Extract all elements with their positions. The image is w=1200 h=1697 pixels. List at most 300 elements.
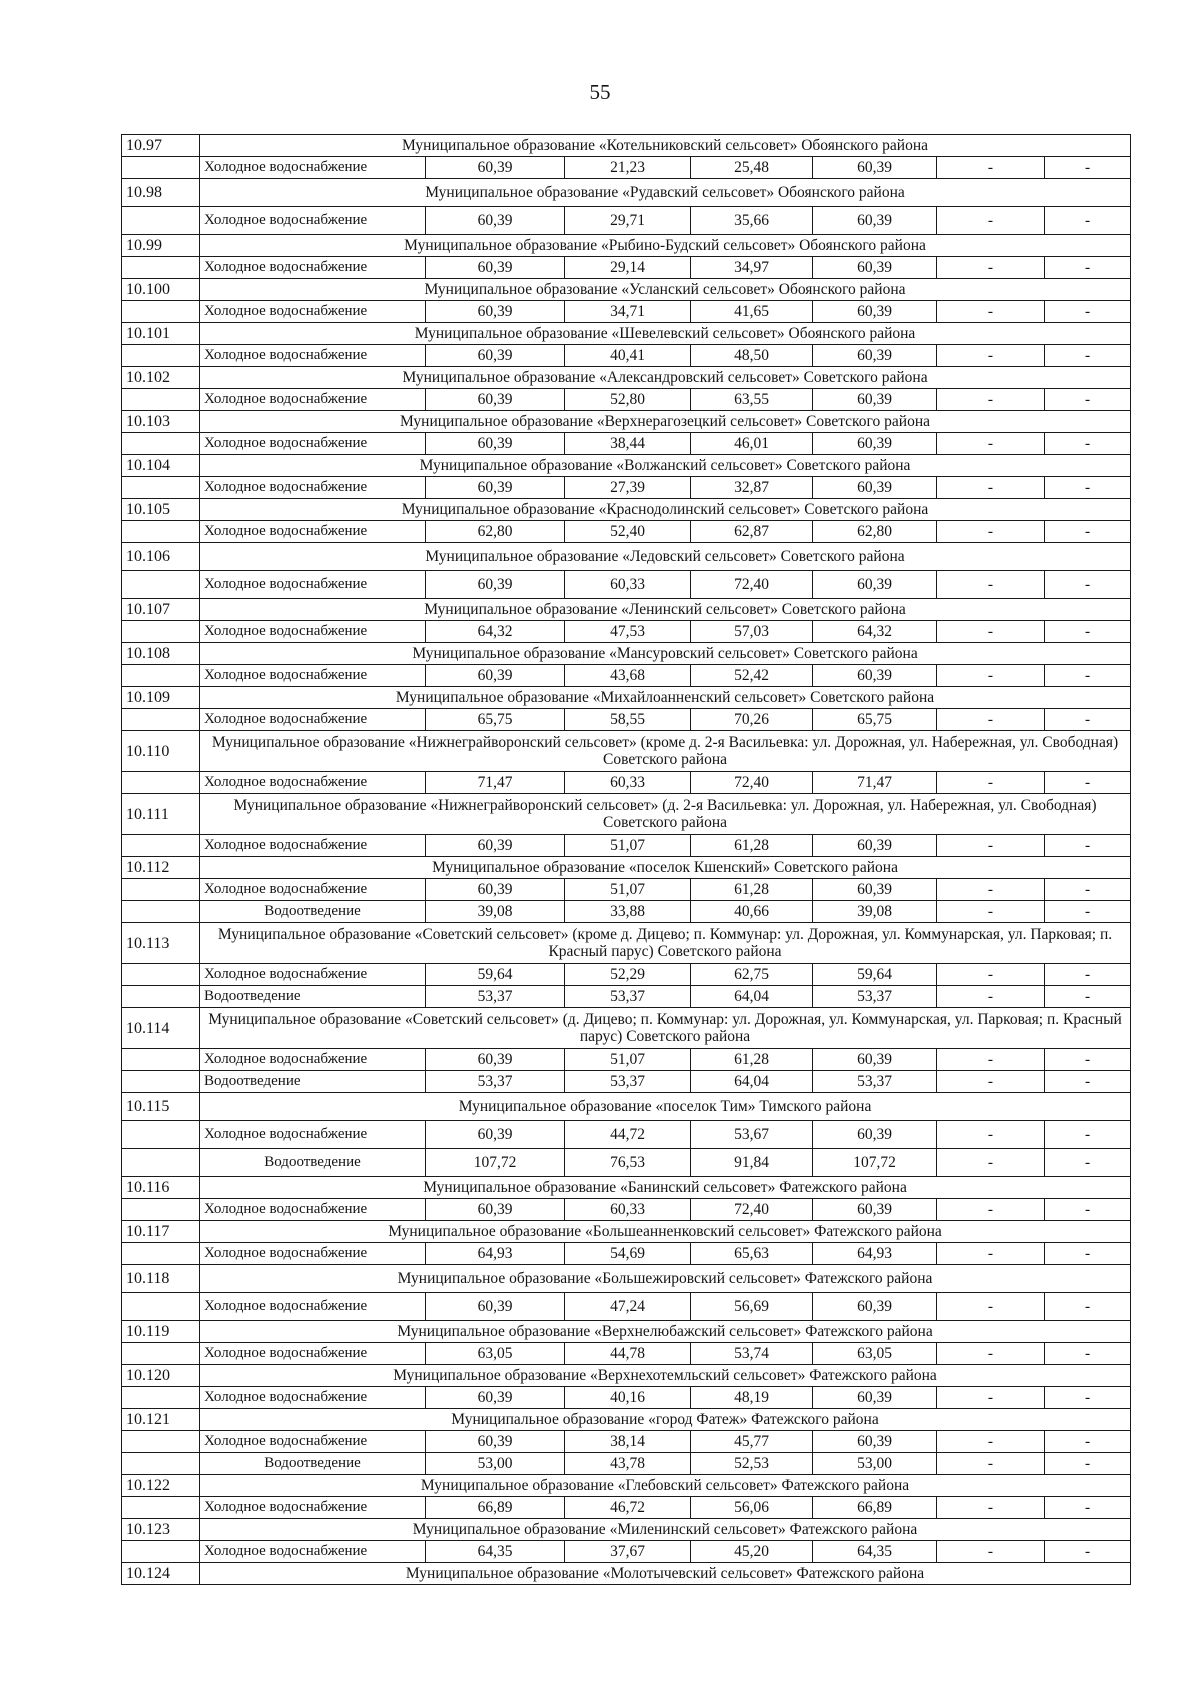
section-number: 10.114 <box>122 1008 200 1049</box>
tariff-value: 60,39 <box>426 477 565 499</box>
empty-number-cell <box>122 571 200 599</box>
tariff-value: 60,39 <box>426 389 565 411</box>
tariff-value: 29,71 <box>565 207 691 235</box>
municipality-title: Муниципальное образование «Рудавский сельсовет» Обоянского района <box>200 179 1131 207</box>
empty-number-cell <box>122 709 200 731</box>
tariff-value: 35,66 <box>691 207 813 235</box>
service-name: Холодное водоснабжение <box>200 621 426 643</box>
section-header-row <box>122 731 1131 772</box>
tariff-value: 60,39 <box>426 879 565 901</box>
section-number: 10.112 <box>122 857 200 879</box>
service-row <box>122 1243 1131 1265</box>
tariff-value: 60,39 <box>813 571 937 599</box>
tariff-value: 48,50 <box>691 345 813 367</box>
tariff-value: - <box>937 1149 1045 1177</box>
tariff-value: 53,00 <box>813 1453 937 1475</box>
tariff-value: 60,39 <box>426 301 565 323</box>
tariff-value: - <box>937 1497 1045 1519</box>
section-number: 10.116 <box>122 1177 200 1199</box>
tariff-value: - <box>937 257 1045 279</box>
tariff-value: - <box>937 1121 1045 1149</box>
tariff-value: - <box>937 1343 1045 1365</box>
tariff-value: 60,39 <box>813 1293 937 1321</box>
service-row <box>122 521 1131 543</box>
tariff-value: - <box>1045 257 1131 279</box>
section-number: 10.124 <box>122 1563 200 1585</box>
tariff-value: 40,41 <box>565 345 691 367</box>
tariff-value: - <box>937 301 1045 323</box>
tariff-value: - <box>1045 521 1131 543</box>
section-number: 10.106 <box>122 543 200 571</box>
tariff-value: 60,39 <box>813 345 937 367</box>
municipality-title: Муниципальное образование «Молотычевский сельсовет» Фатежского района <box>200 1563 1131 1585</box>
section-header-row <box>122 794 1131 835</box>
tariff-value: 62,75 <box>691 964 813 986</box>
municipality-title: Муниципальное образование «Советский сельсовет» (кроме д. Дицево; п. Коммунар: ул. Дорожная, ул. Коммунарская, ул. Парковая; п. Красный парус) Советского района <box>200 923 1131 964</box>
empty-number-cell <box>122 901 200 923</box>
municipality-title: Муниципальное образование «Александровский сельсовет» Советского района <box>200 367 1131 389</box>
section-number: 10.119 <box>122 1321 200 1343</box>
tariff-value: - <box>1045 1071 1131 1093</box>
empty-number-cell <box>122 1243 200 1265</box>
section-header-row <box>122 687 1131 709</box>
tariff-value: - <box>1045 879 1131 901</box>
tariff-value: 52,80 <box>565 389 691 411</box>
tariff-value: 60,39 <box>813 301 937 323</box>
tariff-value: 62,80 <box>426 521 565 543</box>
tariff-value: 34,71 <box>565 301 691 323</box>
tariff-value: 54,69 <box>565 1243 691 1265</box>
tariff-value: - <box>937 1293 1045 1321</box>
empty-number-cell <box>122 1121 200 1149</box>
tariff-value: 60,33 <box>565 571 691 599</box>
section-number: 10.117 <box>122 1221 200 1243</box>
tariff-value: 66,89 <box>813 1497 937 1519</box>
tariff-value: - <box>1045 772 1131 794</box>
tariff-value: 43,78 <box>565 1453 691 1475</box>
tariff-value: - <box>1045 571 1131 599</box>
tariff-value: 63,05 <box>813 1343 937 1365</box>
tariff-value: 66,89 <box>426 1497 565 1519</box>
tariff-value: 51,07 <box>565 879 691 901</box>
municipality-title: Муниципальное образование «Верхнелюбажский сельсовет» Фатежского района <box>200 1321 1131 1343</box>
tariff-value: 64,32 <box>813 621 937 643</box>
tariff-value: - <box>1045 665 1131 687</box>
tariff-value: 53,37 <box>426 1071 565 1093</box>
tariff-value: - <box>937 1243 1045 1265</box>
service-name: Водоотведение <box>200 1453 426 1475</box>
tariff-value: 60,39 <box>426 257 565 279</box>
tariff-value: 45,77 <box>691 1431 813 1453</box>
tariff-value: - <box>937 433 1045 455</box>
section-header-row <box>122 135 1131 157</box>
municipality-title: Муниципальное образование «Советский сельсовет» (д. Дицево; п. Коммунар: ул. Дорожная, ул. Коммунарская, ул. Парковая; п. Красный парус) Советского района <box>200 1008 1131 1049</box>
service-row <box>122 709 1131 731</box>
tariff-value: - <box>937 709 1045 731</box>
municipality-title: Муниципальное образование «Волжанский сельсовет» Советского района <box>200 455 1131 477</box>
tariff-value: 60,39 <box>813 1431 937 1453</box>
service-name: Холодное водоснабжение <box>200 964 426 986</box>
service-row <box>122 1387 1131 1409</box>
tariff-value: - <box>937 879 1045 901</box>
tariff-value: 51,07 <box>565 1049 691 1071</box>
empty-number-cell <box>122 301 200 323</box>
tariff-value: 60,39 <box>426 835 565 857</box>
service-row <box>122 835 1131 857</box>
tariff-value: - <box>937 521 1045 543</box>
tariff-value: 70,26 <box>691 709 813 731</box>
tariff-value: 61,28 <box>691 1049 813 1071</box>
tariff-value: 53,37 <box>565 1071 691 1093</box>
service-name: Водоотведение <box>200 1149 426 1177</box>
tariff-value: - <box>1045 1431 1131 1453</box>
service-row <box>122 901 1131 923</box>
section-header-row <box>122 1519 1131 1541</box>
tariff-value: - <box>937 665 1045 687</box>
tariff-value: 60,39 <box>813 433 937 455</box>
service-name: Холодное водоснабжение <box>200 772 426 794</box>
tariff-value: - <box>937 1071 1045 1093</box>
tariff-value: 57,03 <box>691 621 813 643</box>
tariff-value: 60,39 <box>426 433 565 455</box>
tariff-value: 76,53 <box>565 1149 691 1177</box>
service-name: Холодное водоснабжение <box>200 345 426 367</box>
section-number: 10.113 <box>122 923 200 964</box>
tariff-value: - <box>937 986 1045 1008</box>
tariff-value: 61,28 <box>691 835 813 857</box>
tariff-value: 33,88 <box>565 901 691 923</box>
service-row <box>122 257 1131 279</box>
tariff-value: - <box>937 772 1045 794</box>
service-name: Холодное водоснабжение <box>200 1387 426 1409</box>
tariff-value: 61,28 <box>691 879 813 901</box>
tariff-value: 60,39 <box>813 665 937 687</box>
tariff-value: 25,48 <box>691 157 813 179</box>
service-row <box>122 772 1131 794</box>
tariff-value: 60,39 <box>426 345 565 367</box>
tariff-value: - <box>1045 1387 1131 1409</box>
tariff-value: - <box>937 621 1045 643</box>
tariff-value: - <box>937 1431 1045 1453</box>
tariff-table-body <box>122 135 1131 1585</box>
tariff-value: 46,72 <box>565 1497 691 1519</box>
section-header-row <box>122 455 1131 477</box>
tariff-value: - <box>1045 345 1131 367</box>
tariff-value: - <box>937 207 1045 235</box>
tariff-value: 71,47 <box>813 772 937 794</box>
tariff-value: 60,33 <box>565 772 691 794</box>
service-row <box>122 1149 1131 1177</box>
tariff-value: 64,93 <box>813 1243 937 1265</box>
municipality-title: Муниципальное образование «Котельниковский сельсовет» Обоянского района <box>200 135 1131 157</box>
tariff-value: 53,74 <box>691 1343 813 1365</box>
empty-number-cell <box>122 1071 200 1093</box>
section-header-row <box>122 279 1131 301</box>
tariff-value: 60,39 <box>813 257 937 279</box>
tariff-value: 60,39 <box>813 389 937 411</box>
tariff-value: 60,39 <box>813 835 937 857</box>
service-row <box>122 1343 1131 1365</box>
service-name: Холодное водоснабжение <box>200 879 426 901</box>
municipality-title: Муниципальное образование «город Фатеж» Фатежского района <box>200 1409 1131 1431</box>
municipality-title: Муниципальное образование «Рыбино-Будский сельсовет» Обоянского района <box>200 235 1131 257</box>
tariff-value: 60,39 <box>813 1199 937 1221</box>
service-name: Холодное водоснабжение <box>200 835 426 857</box>
tariff-value: 58,55 <box>565 709 691 731</box>
tariff-value: 44,72 <box>565 1121 691 1149</box>
section-number: 10.108 <box>122 643 200 665</box>
section-number: 10.99 <box>122 235 200 257</box>
section-header-row <box>122 1475 1131 1497</box>
tariff-value: 52,53 <box>691 1453 813 1475</box>
service-row <box>122 665 1131 687</box>
tariff-value: 63,05 <box>426 1343 565 1365</box>
section-number: 10.98 <box>122 179 200 207</box>
tariff-value: 52,42 <box>691 665 813 687</box>
section-number: 10.101 <box>122 323 200 345</box>
tariff-value: - <box>937 1049 1045 1071</box>
tariff-value: - <box>1045 389 1131 411</box>
service-name: Водоотведение <box>200 986 426 1008</box>
tariff-value: 60,39 <box>426 157 565 179</box>
municipality-title: Муниципальное образование «Большеанненковский сельсовет» Фатежского района <box>200 1221 1131 1243</box>
tariff-value: 38,14 <box>565 1431 691 1453</box>
tariff-value: 60,39 <box>426 1121 565 1149</box>
empty-number-cell <box>122 772 200 794</box>
section-number: 10.111 <box>122 794 200 835</box>
empty-number-cell <box>122 1431 200 1453</box>
tariff-value: 60,39 <box>426 1431 565 1453</box>
tariff-value: - <box>1045 1121 1131 1149</box>
section-header-row <box>122 1265 1131 1293</box>
service-name: Холодное водоснабжение <box>200 433 426 455</box>
municipality-title: Муниципальное образование «Краснодолинский сельсовет» Советского района <box>200 499 1131 521</box>
service-name: Водоотведение <box>200 1071 426 1093</box>
empty-number-cell <box>122 621 200 643</box>
section-header-row <box>122 923 1131 964</box>
tariff-value: - <box>937 1453 1045 1475</box>
service-row <box>122 1049 1131 1071</box>
tariff-value: - <box>937 901 1045 923</box>
service-row <box>122 1497 1131 1519</box>
tariff-value: 65,75 <box>426 709 565 731</box>
tariff-value: - <box>937 157 1045 179</box>
service-name: Холодное водоснабжение <box>200 1243 426 1265</box>
tariff-value: 60,39 <box>426 1199 565 1221</box>
empty-number-cell <box>122 879 200 901</box>
tariff-value: 45,20 <box>691 1541 813 1563</box>
service-name: Холодное водоснабжение <box>200 1541 426 1563</box>
tariff-value: 60,39 <box>426 571 565 599</box>
tariff-value: 60,39 <box>813 1387 937 1409</box>
tariff-value: 107,72 <box>426 1149 565 1177</box>
tariff-value: 59,64 <box>426 964 565 986</box>
tariff-value: - <box>937 477 1045 499</box>
tariff-value: - <box>937 571 1045 599</box>
service-name: Холодное водоснабжение <box>200 257 426 279</box>
tariff-value: 65,75 <box>813 709 937 731</box>
tariff-value: 52,40 <box>565 521 691 543</box>
tariff-value: - <box>1045 986 1131 1008</box>
empty-number-cell <box>122 1293 200 1321</box>
municipality-title: Муниципальное образование «Большежировский сельсовет» Фатежского района <box>200 1265 1131 1293</box>
section-header-row <box>122 1365 1131 1387</box>
tariff-value: 56,06 <box>691 1497 813 1519</box>
tariff-value: 53,00 <box>426 1453 565 1475</box>
tariff-value: 53,37 <box>426 986 565 1008</box>
tariff-value: 37,67 <box>565 1541 691 1563</box>
tariff-value: - <box>1045 1541 1131 1563</box>
tariff-value: 60,39 <box>813 1049 937 1071</box>
service-row <box>122 301 1131 323</box>
section-header-row <box>122 643 1131 665</box>
tariff-value: 64,04 <box>691 986 813 1008</box>
section-header-row <box>122 1008 1131 1049</box>
section-header-row <box>122 599 1131 621</box>
tariff-value: 38,44 <box>565 433 691 455</box>
tariff-value: 60,39 <box>813 1121 937 1149</box>
section-header-row <box>122 1321 1131 1343</box>
service-row <box>122 1071 1131 1093</box>
tariff-value: - <box>1045 1453 1131 1475</box>
service-name: Холодное водоснабжение <box>200 389 426 411</box>
service-row <box>122 477 1131 499</box>
section-number: 10.120 <box>122 1365 200 1387</box>
section-header-row <box>122 1177 1131 1199</box>
tariff-value: - <box>937 835 1045 857</box>
service-name: Холодное водоснабжение <box>200 1431 426 1453</box>
empty-number-cell <box>122 477 200 499</box>
section-header-row <box>122 543 1131 571</box>
empty-number-cell <box>122 433 200 455</box>
section-number: 10.103 <box>122 411 200 433</box>
tariff-value: - <box>1045 1049 1131 1071</box>
section-number: 10.102 <box>122 367 200 389</box>
municipality-title: Муниципальное образование «Верхнерагозецкий сельсовет» Советского района <box>200 411 1131 433</box>
tariff-value: - <box>1045 477 1131 499</box>
service-row <box>122 621 1131 643</box>
service-row <box>122 1453 1131 1475</box>
tariff-value: - <box>1045 709 1131 731</box>
service-row <box>122 571 1131 599</box>
empty-number-cell <box>122 1049 200 1071</box>
tariff-value: 34,97 <box>691 257 813 279</box>
service-row <box>122 1121 1131 1149</box>
service-row <box>122 1541 1131 1563</box>
municipality-title: Муниципальное образование «Глебовский сельсовет» Фатежского района <box>200 1475 1131 1497</box>
section-header-row <box>122 1563 1131 1585</box>
section-header-row <box>122 235 1131 257</box>
service-name: Холодное водоснабжение <box>200 1121 426 1149</box>
tariff-value: 64,35 <box>426 1541 565 1563</box>
section-number: 10.97 <box>122 135 200 157</box>
municipality-title: Муниципальное образование «Михайлоанненский сельсовет» Советского района <box>200 687 1131 709</box>
tariff-value: 47,24 <box>565 1293 691 1321</box>
tariff-value: - <box>1045 964 1131 986</box>
tariff-value: 64,32 <box>426 621 565 643</box>
service-name: Холодное водоснабжение <box>200 1049 426 1071</box>
tariff-value: 60,39 <box>813 207 937 235</box>
tariff-table <box>121 134 1131 1585</box>
service-row <box>122 1431 1131 1453</box>
tariff-value: 72,40 <box>691 571 813 599</box>
empty-number-cell <box>122 389 200 411</box>
empty-number-cell <box>122 257 200 279</box>
section-header-row <box>122 857 1131 879</box>
tariff-value: - <box>937 345 1045 367</box>
tariff-value: - <box>937 389 1045 411</box>
service-name: Холодное водоснабжение <box>200 665 426 687</box>
section-number: 10.110 <box>122 731 200 772</box>
service-row <box>122 345 1131 367</box>
empty-number-cell <box>122 835 200 857</box>
empty-number-cell <box>122 1387 200 1409</box>
section-header-row <box>122 179 1131 207</box>
tariff-value: 52,29 <box>565 964 691 986</box>
tariff-value: 46,01 <box>691 433 813 455</box>
tariff-value: 60,39 <box>813 879 937 901</box>
empty-number-cell <box>122 207 200 235</box>
tariff-value: 64,35 <box>813 1541 937 1563</box>
tariff-value: - <box>937 964 1045 986</box>
service-name: Холодное водоснабжение <box>200 301 426 323</box>
section-header-row <box>122 1221 1131 1243</box>
tariff-value: 107,72 <box>813 1149 937 1177</box>
tariff-value: 63,55 <box>691 389 813 411</box>
tariff-value: - <box>1045 157 1131 179</box>
tariff-value: 48,19 <box>691 1387 813 1409</box>
empty-number-cell <box>122 665 200 687</box>
empty-number-cell <box>122 345 200 367</box>
municipality-title: Муниципальное образование «Нижнеграйворонский сельсовет» (д. 2-я Васильевка: ул. Дорожная, ул. Набережная, ул. Свободная) Советского района <box>200 794 1131 835</box>
service-row <box>122 986 1131 1008</box>
empty-number-cell <box>122 1199 200 1221</box>
service-name: Холодное водоснабжение <box>200 1497 426 1519</box>
service-row <box>122 964 1131 986</box>
section-number: 10.104 <box>122 455 200 477</box>
service-name: Холодное водоснабжение <box>200 477 426 499</box>
tariff-value: 60,39 <box>426 1387 565 1409</box>
tariff-value: 40,66 <box>691 901 813 923</box>
tariff-value: 60,39 <box>813 157 937 179</box>
tariff-value: 53,67 <box>691 1121 813 1149</box>
service-row <box>122 1293 1131 1321</box>
tariff-value: - <box>937 1199 1045 1221</box>
section-header-row <box>122 367 1131 389</box>
section-number: 10.122 <box>122 1475 200 1497</box>
section-header-row <box>122 411 1131 433</box>
tariff-value: 40,16 <box>565 1387 691 1409</box>
tariff-value: - <box>1045 301 1131 323</box>
section-number: 10.105 <box>122 499 200 521</box>
tariff-value: - <box>1045 1497 1131 1519</box>
tariff-value: 71,47 <box>426 772 565 794</box>
tariff-value: - <box>1045 1293 1131 1321</box>
service-name: Холодное водоснабжение <box>200 1343 426 1365</box>
empty-number-cell <box>122 1453 200 1475</box>
service-name: Холодное водоснабжение <box>200 1199 426 1221</box>
tariff-value: 60,33 <box>565 1199 691 1221</box>
municipality-title: Муниципальное образование «Мансуровский сельсовет» Советского района <box>200 643 1131 665</box>
empty-number-cell <box>122 1343 200 1365</box>
tariff-value: 29,14 <box>565 257 691 279</box>
section-header-row <box>122 1409 1131 1431</box>
tariff-value: 64,04 <box>691 1071 813 1093</box>
tariff-value: 72,40 <box>691 772 813 794</box>
service-row <box>122 157 1131 179</box>
section-number: 10.123 <box>122 1519 200 1541</box>
municipality-title: Муниципальное образование «Верхнехотемльский сельсовет» Фатежского района <box>200 1365 1131 1387</box>
